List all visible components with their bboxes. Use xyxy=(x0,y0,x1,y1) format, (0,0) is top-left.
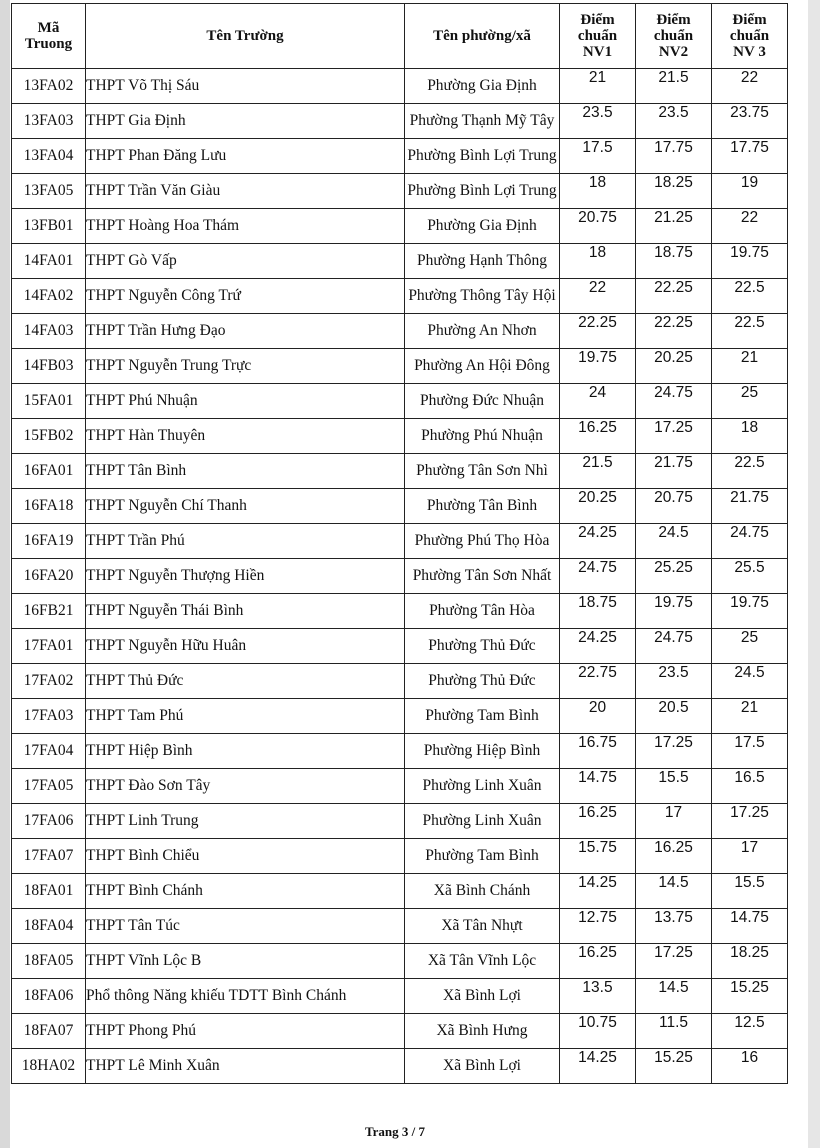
school-code-cell: 16FB21 xyxy=(12,594,86,629)
nv3-score-cell: 18.25 xyxy=(712,944,788,979)
nv1-score-cell: 18 xyxy=(560,244,636,279)
nv3-score-cell: 15.5 xyxy=(712,874,788,909)
school-code-cell: 17FA07 xyxy=(12,839,86,874)
school-name-cell: THPT Bình Chánh xyxy=(86,874,405,909)
nv2-score-cell: 20.5 xyxy=(636,699,712,734)
nv3-score-cell: 19.75 xyxy=(712,244,788,279)
nv1-score-cell: 20 xyxy=(560,699,636,734)
school-code-cell: 13FA05 xyxy=(12,174,86,209)
ward-name-cell: Phường Gia Định xyxy=(405,69,560,104)
nv2-score-cell: 17.25 xyxy=(636,734,712,769)
school-name-cell: THPT Gò Vấp xyxy=(86,244,405,279)
table-row xyxy=(12,699,788,734)
nv3-score-cell: 16.5 xyxy=(712,769,788,804)
school-code-cell: 17FA01 xyxy=(12,629,86,664)
nv2-score-cell: 18.75 xyxy=(636,244,712,279)
table-row xyxy=(12,349,788,384)
school-name-cell: THPT Nguyễn Công Trứ xyxy=(86,279,405,314)
nv1-score-cell: 12.75 xyxy=(560,909,636,944)
table-row xyxy=(12,209,788,244)
school-code-cell: 14FA03 xyxy=(12,314,86,349)
table-row xyxy=(12,139,788,174)
table-row xyxy=(12,874,788,909)
school-name-cell: THPT Nguyễn Chí Thanh xyxy=(86,489,405,524)
school-code-cell: 17FA04 xyxy=(12,734,86,769)
nv2-score-cell: 23.5 xyxy=(636,664,712,699)
nv3-score-cell: 19 xyxy=(712,174,788,209)
table-row xyxy=(12,629,788,664)
school-name-cell: THPT Vĩnh Lộc B xyxy=(86,944,405,979)
nv3-score-cell: 14.75 xyxy=(712,909,788,944)
table-row xyxy=(12,909,788,944)
nv3-score-cell: 24.5 xyxy=(712,664,788,699)
school-code-cell: 15FB02 xyxy=(12,419,86,454)
ward-name-cell: Xã Bình Lợi xyxy=(405,1049,560,1084)
nv3-score-cell: 12.5 xyxy=(712,1014,788,1049)
table-row xyxy=(12,664,788,699)
nv2-score-cell: 24.5 xyxy=(636,524,712,559)
nv2-score-cell: 22.25 xyxy=(636,314,712,349)
nv3-score-cell: 17.75 xyxy=(712,139,788,174)
table-row xyxy=(12,839,788,874)
nv2-score-cell: 24.75 xyxy=(636,384,712,419)
ward-name-cell: Phường Gia Định xyxy=(405,209,560,244)
nv1-score-cell: 16.25 xyxy=(560,944,636,979)
nv3-score-cell: 18 xyxy=(712,419,788,454)
nv1-score-cell: 16.25 xyxy=(560,804,636,839)
nv1-score-cell: 22.75 xyxy=(560,664,636,699)
table-row xyxy=(12,979,788,1014)
nv3-score-cell: 25.5 xyxy=(712,559,788,594)
table-body xyxy=(12,69,788,1084)
nv1-score-cell: 18 xyxy=(560,174,636,209)
header-school-name: Tên Trường xyxy=(86,4,405,69)
school-code-cell: 18FA07 xyxy=(12,1014,86,1049)
nv2-score-cell: 15.5 xyxy=(636,769,712,804)
ward-name-cell: Phường Tam Bình xyxy=(405,839,560,874)
nv1-score-cell: 18.75 xyxy=(560,594,636,629)
ward-name-cell: Phường Bình Lợi Trung xyxy=(405,174,560,209)
nv1-score-cell: 24.75 xyxy=(560,559,636,594)
nv2-score-cell: 21.75 xyxy=(636,454,712,489)
school-name-cell: THPT Phong Phú xyxy=(86,1014,405,1049)
nv2-score-cell: 13.75 xyxy=(636,909,712,944)
nv2-score-cell: 11.5 xyxy=(636,1014,712,1049)
school-code-cell: 13FA03 xyxy=(12,104,86,139)
ward-name-cell: Phường Hạnh Thông xyxy=(405,244,560,279)
table-row xyxy=(12,244,788,279)
school-name-cell: THPT Trần Hưng Đạo xyxy=(86,314,405,349)
school-name-cell: THPT Tam Phú xyxy=(86,699,405,734)
ward-name-cell: Xã Bình Lợi xyxy=(405,979,560,1014)
ward-name-cell: Phường Đức Nhuận xyxy=(405,384,560,419)
ward-name-cell: Xã Bình Chánh xyxy=(405,874,560,909)
nv3-score-cell: 22.5 xyxy=(712,454,788,489)
nv3-score-cell: 22.5 xyxy=(712,279,788,314)
nv3-score-cell: 21 xyxy=(712,699,788,734)
nv2-score-cell: 16.25 xyxy=(636,839,712,874)
school-name-cell: THPT Thủ Đức xyxy=(86,664,405,699)
nv2-score-cell: 17.25 xyxy=(636,419,712,454)
nv2-score-cell: 20.25 xyxy=(636,349,712,384)
nv2-score-cell: 20.75 xyxy=(636,489,712,524)
nv1-score-cell: 20.25 xyxy=(560,489,636,524)
school-code-cell: 18FA04 xyxy=(12,909,86,944)
nv2-score-cell: 25.25 xyxy=(636,559,712,594)
school-code-cell: 18HA02 xyxy=(12,1049,86,1084)
school-code-cell: 16FA20 xyxy=(12,559,86,594)
school-name-cell: THPT Võ Thị Sáu xyxy=(86,69,405,104)
school-code-cell: 17FA06 xyxy=(12,804,86,839)
ward-name-cell: Phường Phú Thọ Hòa xyxy=(405,524,560,559)
school-code-cell: 16FA01 xyxy=(12,454,86,489)
nv2-score-cell: 14.5 xyxy=(636,874,712,909)
school-code-cell: 13FB01 xyxy=(12,209,86,244)
nv3-score-cell: 22.5 xyxy=(712,314,788,349)
table-row xyxy=(12,384,788,419)
ward-name-cell: Xã Tân Nhựt xyxy=(405,909,560,944)
school-name-cell: THPT Hoàng Hoa Thám xyxy=(86,209,405,244)
nv3-score-cell: 22 xyxy=(712,69,788,104)
table-row xyxy=(12,279,788,314)
table-row xyxy=(12,769,788,804)
school-code-cell: 14FA02 xyxy=(12,279,86,314)
school-code-cell: 13FA02 xyxy=(12,69,86,104)
school-name-cell: THPT Bình Chiểu xyxy=(86,839,405,874)
school-code-cell: 18FA01 xyxy=(12,874,86,909)
school-name-cell: THPT Hàn Thuyên xyxy=(86,419,405,454)
nv1-score-cell: 13.5 xyxy=(560,979,636,1014)
school-name-cell: THPT Nguyễn Thái Bình xyxy=(86,594,405,629)
nv2-score-cell: 17.25 xyxy=(636,944,712,979)
ward-name-cell: Phường An Hội Đông xyxy=(405,349,560,384)
nv1-score-cell: 23.5 xyxy=(560,104,636,139)
ward-name-cell: Phường Bình Lợi Trung xyxy=(405,139,560,174)
nv3-score-cell: 17.25 xyxy=(712,804,788,839)
nv1-score-cell: 16.75 xyxy=(560,734,636,769)
school-name-cell: THPT Trần Phú xyxy=(86,524,405,559)
school-code-cell: 14FA01 xyxy=(12,244,86,279)
nv2-score-cell: 21.5 xyxy=(636,69,712,104)
school-name-cell: THPT Trần Văn Giàu xyxy=(86,174,405,209)
ward-name-cell: Phường An Nhơn xyxy=(405,314,560,349)
nv2-score-cell: 23.5 xyxy=(636,104,712,139)
nv1-score-cell: 16.25 xyxy=(560,419,636,454)
nv1-score-cell: 22.25 xyxy=(560,314,636,349)
header-ward-name: Tên phường/xã xyxy=(405,4,560,69)
ward-name-cell: Phường Phú Nhuận xyxy=(405,419,560,454)
table-header xyxy=(12,4,788,69)
nv1-score-cell: 14.25 xyxy=(560,874,636,909)
nv3-score-cell: 17 xyxy=(712,839,788,874)
nv1-score-cell: 19.75 xyxy=(560,349,636,384)
school-name-cell: THPT Linh Trung xyxy=(86,804,405,839)
table-row xyxy=(12,1049,788,1084)
school-code-cell: 16FA19 xyxy=(12,524,86,559)
table-row xyxy=(12,559,788,594)
school-name-cell: THPT Tân Bình xyxy=(86,454,405,489)
nv1-score-cell: 14.75 xyxy=(560,769,636,804)
school-name-cell: THPT Phan Đăng Lưu xyxy=(86,139,405,174)
school-name-cell: THPT Tân Túc xyxy=(86,909,405,944)
table-row xyxy=(12,489,788,524)
table-row xyxy=(12,1014,788,1049)
school-code-cell: 17FA03 xyxy=(12,699,86,734)
nv3-score-cell: 17.5 xyxy=(712,734,788,769)
nv2-score-cell: 24.75 xyxy=(636,629,712,664)
school-name-cell: Phổ thông Năng khiếu TDTT Bình Chánh xyxy=(86,979,405,1014)
school-code-cell: 14FB03 xyxy=(12,349,86,384)
nv2-score-cell: 17 xyxy=(636,804,712,839)
nv3-score-cell: 25 xyxy=(712,384,788,419)
school-name-cell: THPT Hiệp Bình xyxy=(86,734,405,769)
ward-name-cell: Phường Thủ Đức xyxy=(405,664,560,699)
nv3-score-cell: 22 xyxy=(712,209,788,244)
nv2-score-cell: 19.75 xyxy=(636,594,712,629)
table-row xyxy=(12,944,788,979)
school-name-cell: THPT Gia Định xyxy=(86,104,405,139)
ward-name-cell: Phường Hiệp Bình xyxy=(405,734,560,769)
school-code-cell: 17FA02 xyxy=(12,664,86,699)
ward-name-cell: Phường Thông Tây Hội xyxy=(405,279,560,314)
nv1-score-cell: 24.25 xyxy=(560,524,636,559)
nv1-score-cell: 21.5 xyxy=(560,454,636,489)
page-number: Trang 3 / 7 xyxy=(364,1124,426,1139)
header-nv1-score: Điểm chuẩn NV1 xyxy=(560,4,636,69)
ward-name-cell: Xã Bình Hưng xyxy=(405,1014,560,1049)
ward-name-cell: Phường Tân Hòa xyxy=(405,594,560,629)
ward-name-cell: Phường Tam Bình xyxy=(405,699,560,734)
ward-name-cell: Phường Tân Sơn Nhất xyxy=(405,559,560,594)
nv1-score-cell: 22 xyxy=(560,279,636,314)
ward-name-cell: Phường Linh Xuân xyxy=(405,804,560,839)
header-nv2-score: Điểm chuẩn NV2 xyxy=(636,4,712,69)
school-code-cell: 16FA18 xyxy=(12,489,86,524)
school-name-cell: THPT Nguyễn Trung Trực xyxy=(86,349,405,384)
nv3-score-cell: 21.75 xyxy=(712,489,788,524)
school-code-cell: 13FA04 xyxy=(12,139,86,174)
nv3-score-cell: 21 xyxy=(712,349,788,384)
table-row xyxy=(12,174,788,209)
nv3-score-cell: 23.75 xyxy=(712,104,788,139)
nv1-score-cell: 20.75 xyxy=(560,209,636,244)
nv1-score-cell: 17.5 xyxy=(560,139,636,174)
table-row xyxy=(12,104,788,139)
school-code-cell: 18FA06 xyxy=(12,979,86,1014)
school-name-cell: THPT Lê Minh Xuân xyxy=(86,1049,405,1084)
nv3-score-cell: 19.75 xyxy=(712,594,788,629)
header-nv3-score: Điểm chuẩn NV 3 xyxy=(712,4,788,69)
nv1-score-cell: 21 xyxy=(560,69,636,104)
nv1-score-cell: 15.75 xyxy=(560,839,636,874)
nv2-score-cell: 15.25 xyxy=(636,1049,712,1084)
nv1-score-cell: 24.25 xyxy=(560,629,636,664)
school-code-cell: 17FA05 xyxy=(12,769,86,804)
table-row xyxy=(12,524,788,559)
school-code-cell: 15FA01 xyxy=(12,384,86,419)
nv2-score-cell: 17.75 xyxy=(636,139,712,174)
nv1-score-cell: 14.25 xyxy=(560,1049,636,1084)
nv2-score-cell: 21.25 xyxy=(636,209,712,244)
nv3-score-cell: 25 xyxy=(712,629,788,664)
ward-name-cell: Xã Tân Vĩnh Lộc xyxy=(405,944,560,979)
nv2-score-cell: 22.25 xyxy=(636,279,712,314)
school-name-cell: THPT Phú Nhuận xyxy=(86,384,405,419)
nv1-score-cell: 10.75 xyxy=(560,1014,636,1049)
school-name-cell: THPT Đào Sơn Tây xyxy=(86,769,405,804)
ward-name-cell: Phường Thạnh Mỹ Tây xyxy=(405,104,560,139)
table-row xyxy=(12,454,788,489)
ward-name-cell: Phường Tân Bình xyxy=(405,489,560,524)
admission-scores-table xyxy=(11,3,788,1084)
table-row xyxy=(12,69,788,104)
table-row xyxy=(12,804,788,839)
ward-name-cell: Phường Linh Xuân xyxy=(405,769,560,804)
ward-name-cell: Phường Tân Sơn Nhì xyxy=(405,454,560,489)
table-row xyxy=(12,314,788,349)
table-row xyxy=(12,594,788,629)
header-row xyxy=(12,4,788,69)
school-name-cell: THPT Nguyễn Thượng Hiền xyxy=(86,559,405,594)
school-code-cell: 18FA05 xyxy=(12,944,86,979)
header-school-code: Mã Truong xyxy=(12,4,86,69)
nv3-score-cell: 15.25 xyxy=(712,979,788,1014)
school-name-cell: THPT Nguyễn Hữu Huân xyxy=(86,629,405,664)
nv3-score-cell: 24.75 xyxy=(712,524,788,559)
table-row xyxy=(12,419,788,454)
nv1-score-cell: 24 xyxy=(560,384,636,419)
nv2-score-cell: 14.5 xyxy=(636,979,712,1014)
nv2-score-cell: 18.25 xyxy=(636,174,712,209)
table-row xyxy=(12,734,788,769)
nv3-score-cell: 16 xyxy=(712,1049,788,1084)
ward-name-cell: Phường Thủ Đức xyxy=(405,629,560,664)
